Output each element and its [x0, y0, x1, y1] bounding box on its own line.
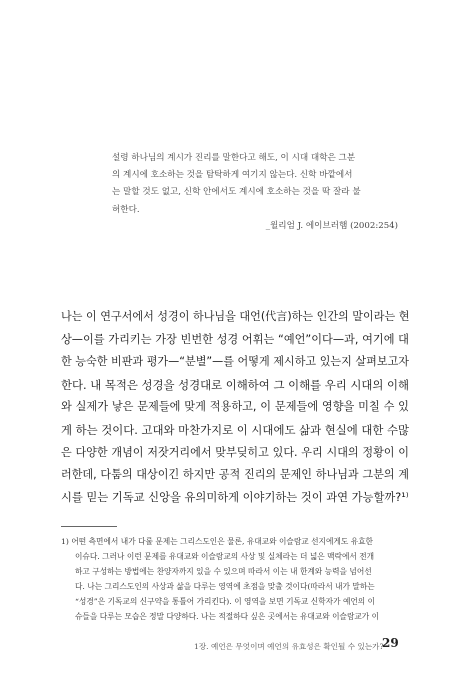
- body-line: 게 하는 것이다. 고대와 마찬가지로 이 시대에도 삶과 현실에 대한 수많: [61, 422, 409, 437]
- body-line: 러한데, 다툼의 대상이긴 하지만 공적 진리의 문제인 하나님과 그분의 계: [61, 468, 409, 482]
- footnote-line: 슈들을 다루는 모습은 정말 다양하다. 나는 적절하다 싶은 곳에서는 유대교와 이슬람교가 이: [75, 611, 380, 621]
- body-line: 한 능숙한 비판과 평가—“분별”—를 어떻게 제시하고 있는지 살펴보고자: [61, 355, 409, 369]
- footnote-line: 다. 나는 그리스도인의 사상과 삶을 다루는 영역에 초점을 맞출 것이다(따라서 내가 말하는: [75, 581, 375, 591]
- epigraph-line: 허한다.: [112, 204, 140, 215]
- epigraph: [112, 150, 398, 219]
- body-line: 시를 믿는 기독교 신앙을 유의미하게 이야기하는 것이 과연 가능할까?¹⁾: [61, 490, 409, 504]
- footnote-line: 1) 어떤 측면에서 내가 다룰 문제는 그리스도인은 물론, 유대교와 이슬람교 선지에게도 유효한: [61, 537, 373, 546]
- footnote-line: 이슈다. 그러나 이런 문제를 유대교와 이슬람교의 사상 및 실체라는 더 넓은 맥락에서 전개: [75, 551, 375, 561]
- epigraph-attribution: _윌리엄 J. 에이브러햄 (2002:254): [265, 221, 398, 231]
- body-line: 나는 이 연구서에서 성경이 하나님을 대언(代言)하는 인간의 말이라는 현: [61, 310, 410, 323]
- footnote-line: 하고 구성하는 방법에는 찬양자까지 있을 수 있으며 따라서 이는 내 한계와 능력을 넘어선: [75, 566, 372, 576]
- body-line: 상—이를 가리키는 가장 빈번한 성경 어휘는 “예언”이다—과, 여기에 대: [61, 332, 409, 346]
- body-line: 은 다양한 개념이 저잣거리에서 맞부딪히고 있다. 우리 시대의 정황이 이: [61, 445, 409, 459]
- body-line: 한다. 내 목적은 성경을 성경대로 이해하여 그 이해를 우리 시대의 이해: [61, 377, 409, 392]
- running-footer: 1장. 예언은 무엇이며 예언의 유효성은 확인될 수 있는가?: [194, 642, 384, 651]
- epigraph-line: 의 계시에 호소하는 것을 탐탁하게 여기지 않는다. 신학 바깥에서: [112, 170, 353, 181]
- body-line: 와 실제가 낳은 문제들에 맞게 적용하고, 이 문제들에 영향을 미칠 수 있: [61, 400, 409, 414]
- footnote: [61, 535, 409, 624]
- footnote-divider: [61, 526, 117, 527]
- page-number: 29: [382, 636, 399, 650]
- footnote-line: “성경”은 기독교의 신구약을 통틀어 가리킨다). 이 영역을 보면 기독교 신학자가 예언의 이: [75, 596, 376, 606]
- body-paragraph: [61, 306, 409, 509]
- epigraph-line: 설령 하나님의 계시가 진리를 말한다고 해도, 이 시대 대학은 그분: [112, 153, 356, 163]
- epigraph-line: 는 말할 것도 없고, 신학 안에서도 계시에 호소하는 것을 딱 잘라 불: [112, 187, 361, 198]
